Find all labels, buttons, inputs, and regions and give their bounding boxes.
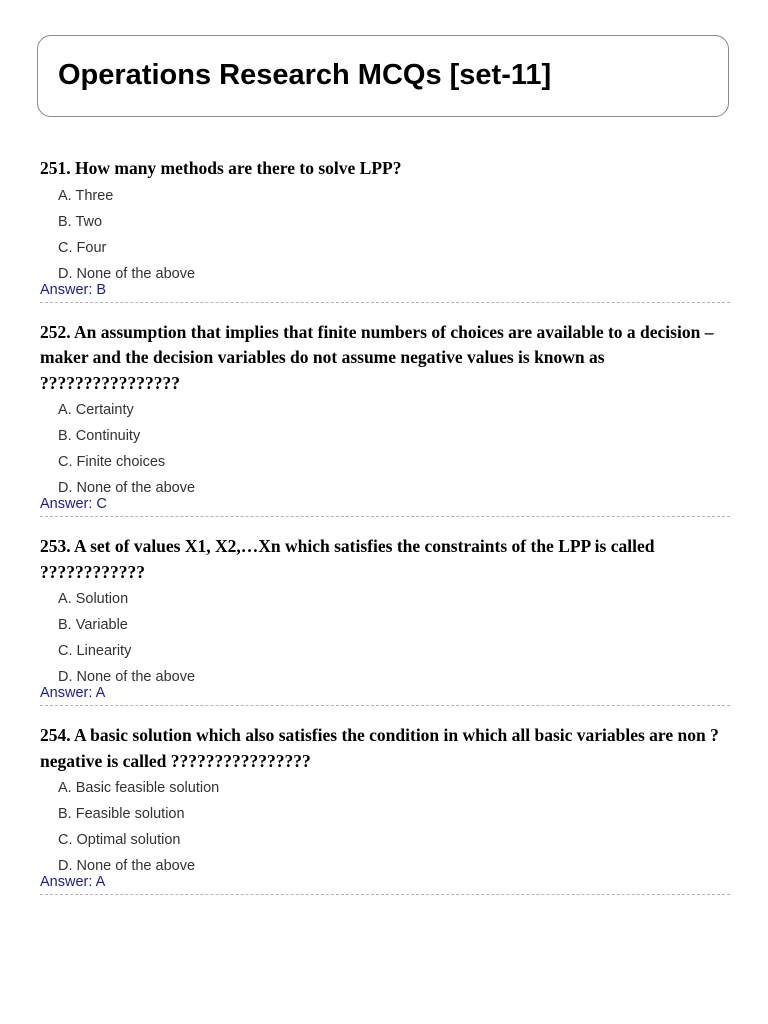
option-b: B. Feasible solution — [58, 806, 185, 822]
answer-label: Answer: C — [40, 496, 107, 512]
option-list — [40, 397, 730, 501]
answer-label: Answer: B — [40, 281, 107, 298]
question-253 — [40, 534, 730, 706]
option-a: A. Basic feasible solution — [58, 780, 220, 796]
option-b: B. Variable — [58, 617, 128, 633]
question-list — [40, 156, 730, 912]
option-c: C. Optimal solution — [58, 832, 181, 848]
option-d: D. None of the above — [58, 858, 196, 874]
option-c: C. Linearity — [58, 643, 132, 659]
option-c: C. Finite choices — [58, 454, 166, 470]
option-d: D. None of the above — [58, 480, 196, 496]
question-text: 251. How many methods are there to solve LPP? — [40, 158, 402, 178]
question-text: 252. An assumption that implies that finite numbers of choices are available to a decision – maker and the decision variables do not assume negative values is known as ???????????????? — [40, 321, 714, 393]
option-a: A. Certainty — [58, 402, 134, 418]
question-252 — [40, 320, 730, 518]
page-title: Operations Research MCQs [set-11] — [58, 59, 552, 91]
option-b: B. Continuity — [58, 428, 141, 444]
title-box — [37, 35, 729, 117]
option-a: A. Solution — [58, 591, 129, 607]
option-d: D. None of the above — [58, 265, 196, 282]
option-list — [40, 775, 730, 879]
option-list — [40, 586, 730, 690]
question-text: 253. A set of values X1, X2,…Xn which satisfies the constraints of the LPP is called ???????????? — [40, 536, 655, 582]
answer-label: Answer: A — [40, 874, 106, 890]
question-text: 254. A basic solution which also satisfies the condition in which all basic variables are non ? negative is called ???????????????? — [40, 725, 719, 771]
option-b: B. Two — [58, 213, 103, 230]
answer-label: Answer: A — [40, 685, 106, 701]
question-254 — [40, 723, 730, 895]
option-d: D. None of the above — [58, 669, 196, 685]
option-a: A. Three — [58, 187, 114, 204]
question-251 — [40, 156, 730, 303]
option-list — [40, 183, 730, 287]
option-c: C. Four — [58, 239, 107, 256]
